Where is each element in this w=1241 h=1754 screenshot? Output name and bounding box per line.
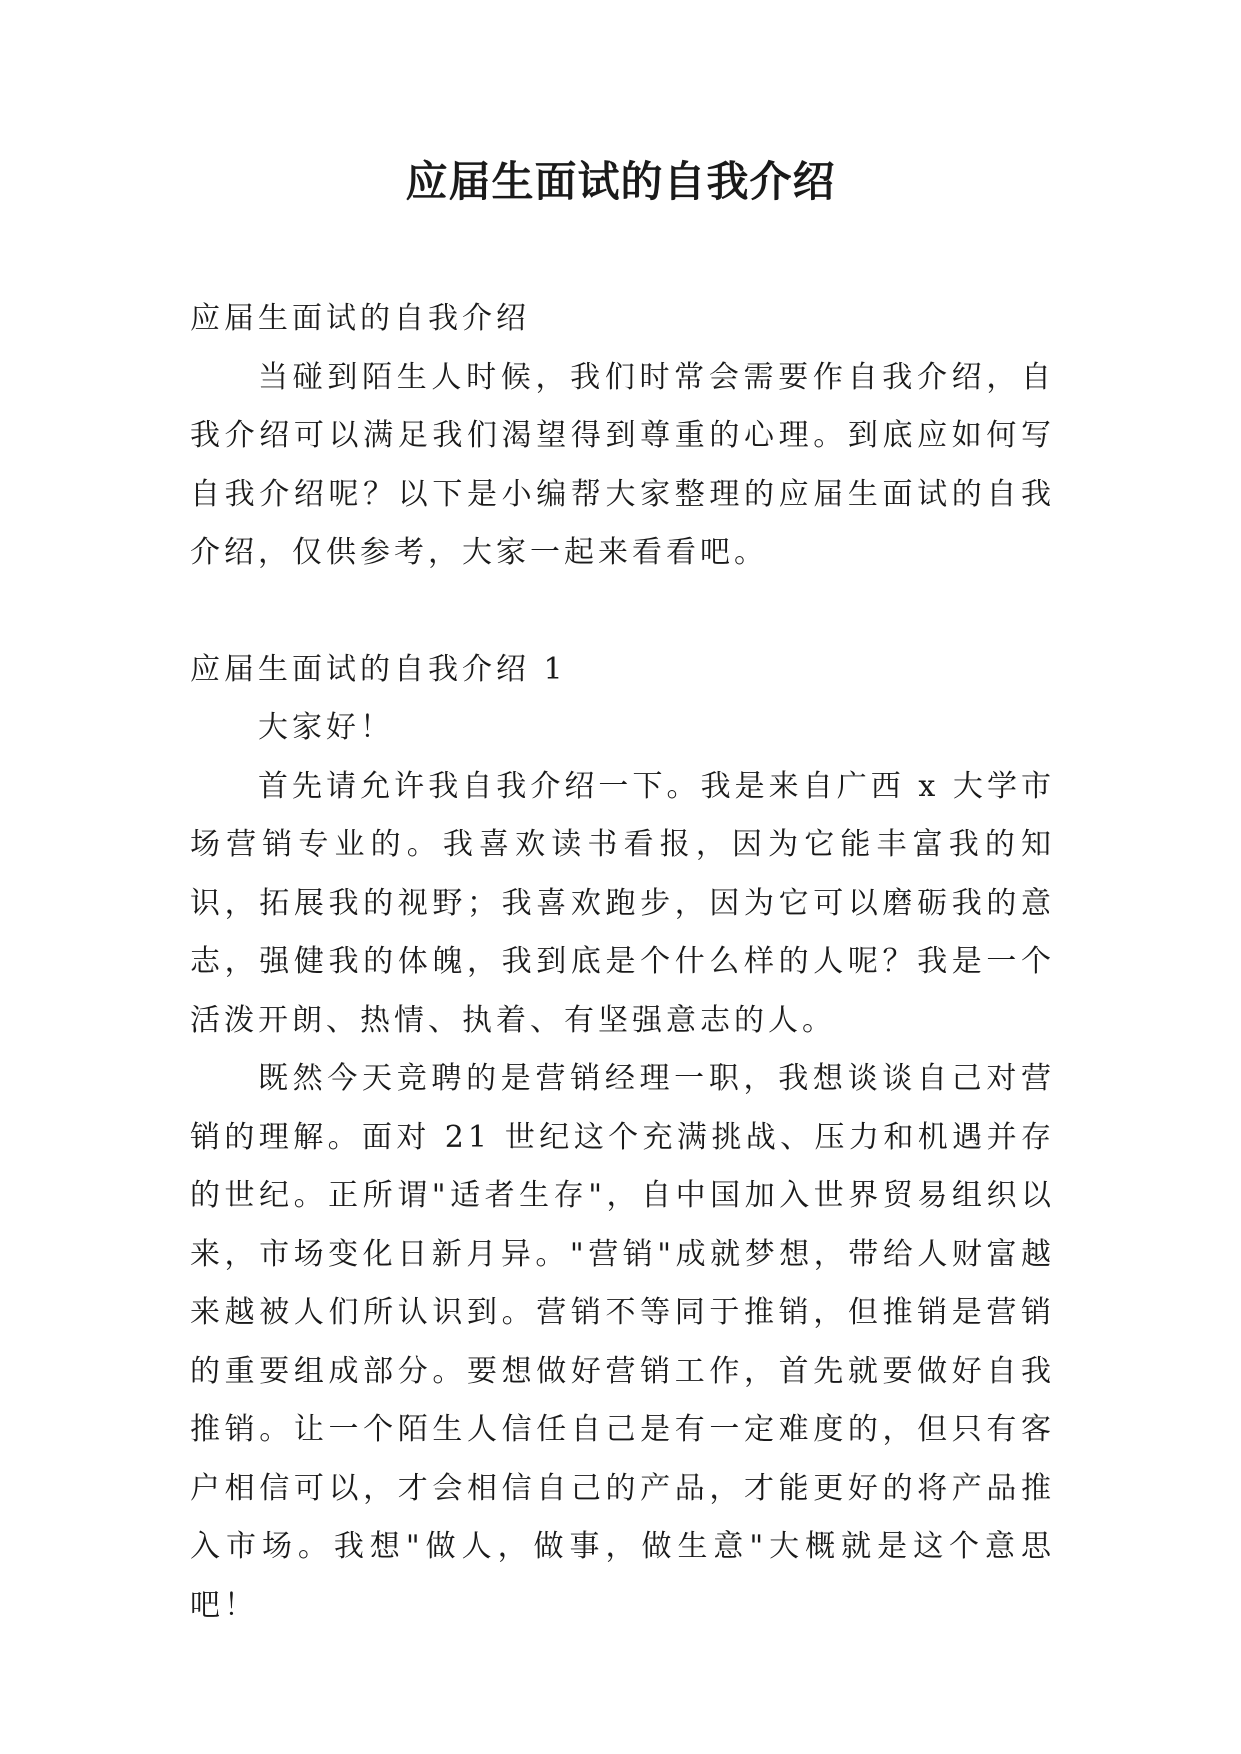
- section-1-heading: 应届生面试的自我介绍 1: [190, 651, 567, 687]
- intro-heading: 应届生面试的自我介绍: [190, 301, 530, 336]
- intro-paragraph: 当碰到陌生人时候，我们时常会需要作自我介绍，自我介绍可以满足我们渴望得到尊重的心理。到底应如何写自我介绍呢？以下是小编帮大家整理的应届生面试的自我介绍，仅供参考，大家一起来看看吧。: [190, 359, 1055, 570]
- section-1-greeting: 大家好！: [258, 710, 394, 745]
- section-spacer: [190, 583, 1055, 641]
- section-1-paragraph-2: 既然今天竞聘的是营销经理一职，我想谈谈自己对营销的理解。面对 21 世纪这个充满挑战、压力和机遇并存的世纪。正所谓"适者生存"，自中国加入世界贸易组织以来，市场变化日新月异。"营销"成就梦想，带给人财富越来越被人们所认识到。营销不等同于推销，但推销是营销的重要组成部分。要想做好营销工作，首先就要做好自我推销。让一个陌生人信任自己是有一定难度的，但只有客户相信可以，才会相信自己的产品，才能更好的将产品推入市场。我想"做人，做事，做生意"大概就是这个意思吧！: [190, 1061, 1055, 1623]
- section-1-paragraph-1: 首先请允许我自我介绍一下。我是来自广西 x 大学市场营销专业的。我喜欢读书看报，因为它能丰富我的知识，拓展我的视野；我喜欢跑步，因为它可以磨砺我的意志，强健我的体魄，我到底是个什么样的人呢？我是一个活泼开朗、热情、执着、有坚强意志的人。: [190, 768, 1055, 1038]
- document-title: 应届生面试的自我介绍: [405, 157, 836, 206]
- document-body: [190, 290, 1055, 1635]
